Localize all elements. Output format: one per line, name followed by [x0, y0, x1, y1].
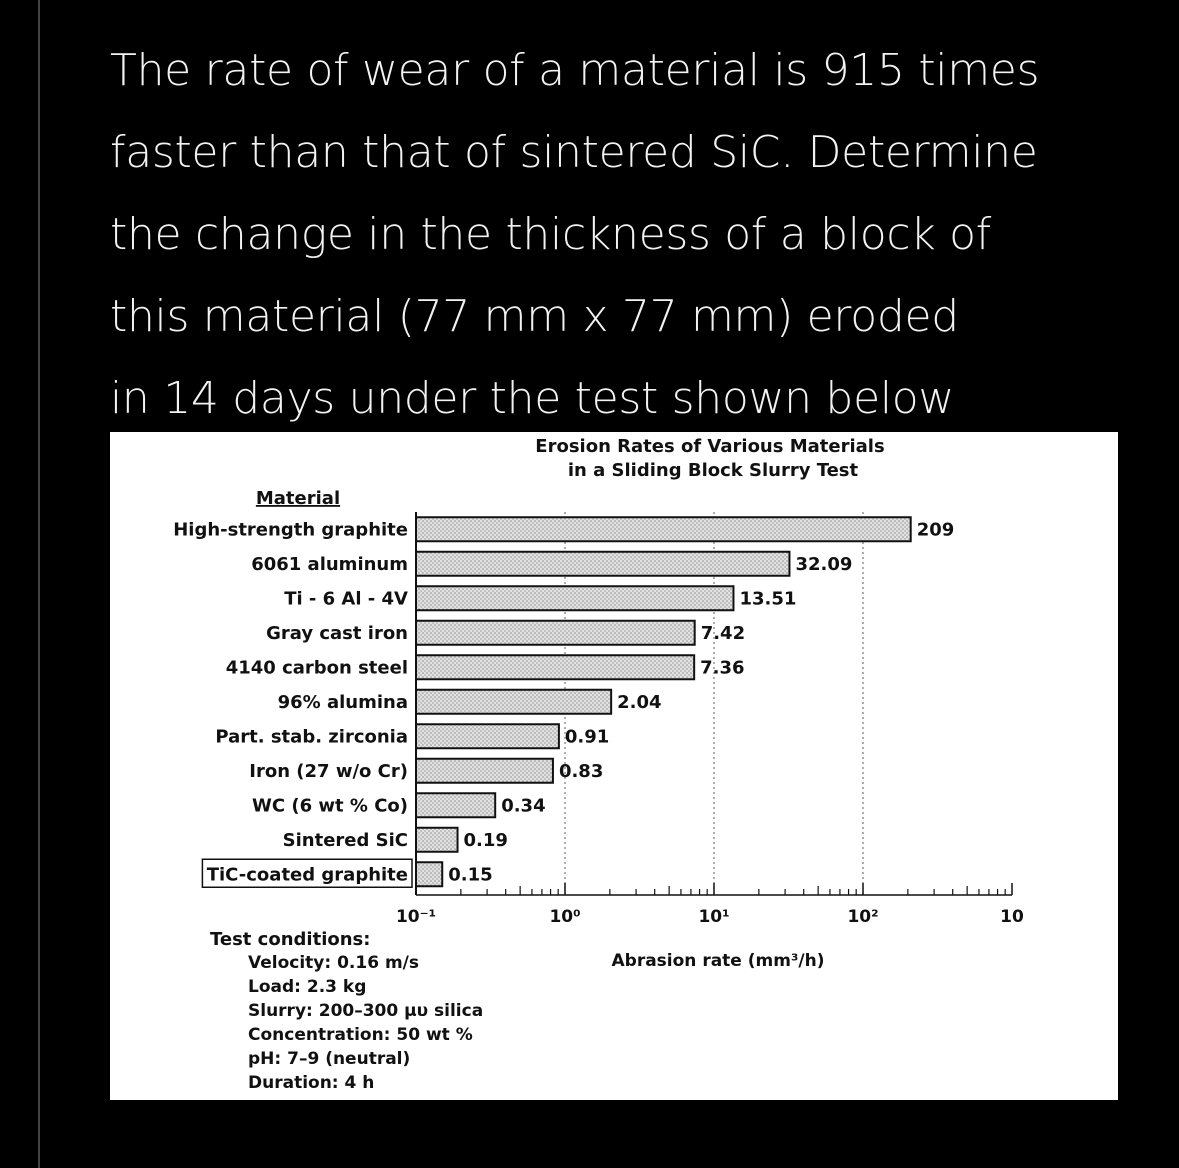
category-label-1: 6061 aluminum: [251, 553, 408, 575]
data-label-0: 209: [916, 519, 955, 541]
condition-duration: Duration: 4 h: [248, 1073, 375, 1093]
category-label-10: TiC-coated graphite: [206, 864, 408, 886]
question-line-1: The rate of wear of a material is 915 times: [110, 45, 1040, 96]
question-line-5: in 14 days under the test shown below: [110, 373, 955, 424]
x-tick-label-1: 10⁰: [549, 907, 581, 927]
bar-9: [416, 828, 458, 852]
chart-figure: [110, 432, 1118, 1100]
question-line-2: faster than that of sintered SiC. Determine: [110, 127, 1038, 178]
category-label-9: Sintered SiC: [282, 829, 408, 851]
category-label-7: Iron (27 w/o Cr): [249, 760, 408, 782]
x-axis-label: Abrasion rate (mm³/h): [611, 951, 825, 971]
x-tick-label-0: 10⁻¹: [395, 907, 437, 927]
chart-subtitle: in a Sliding Block Slurry Test: [567, 460, 859, 481]
data-label-10: 0.15: [448, 864, 493, 886]
data-label-1: 32.09: [795, 553, 853, 575]
data-label-7: 0.83: [558, 760, 604, 782]
data-label-5: 2.04: [617, 691, 662, 713]
bar-10: [416, 862, 442, 886]
category-label-5: 96% alumina: [277, 691, 408, 713]
bar-4: [416, 655, 694, 679]
bar-5: [416, 690, 611, 714]
test-conditions: [210, 928, 483, 1095]
question-line-4: this material (77 mm x 77 mm) eroded: [110, 291, 959, 342]
data-label-4: 7.36: [700, 657, 745, 679]
bar-3: [416, 621, 695, 645]
question-line-3: the change in the thickness of a block of: [110, 209, 991, 260]
bar-2: [416, 586, 733, 610]
bar-7: [416, 759, 553, 783]
condition-velocity: Velocity: 0.16 m/s: [248, 953, 419, 973]
category-label-6: Part. stab. zirconia: [215, 726, 408, 748]
condition-load: Load: 2.3 kg: [248, 977, 367, 997]
data-label-3: 7.42: [700, 622, 746, 644]
bar-1: [416, 552, 789, 576]
data-label-6: 0.91: [564, 726, 610, 748]
category-header: Material: [255, 488, 341, 509]
question-text: [110, 30, 1150, 440]
test-conditions-heading: Test conditions:: [210, 929, 371, 950]
category-label-3: Gray cast iron: [266, 622, 408, 644]
left-divider: [38, 0, 40, 1168]
chart-title: Erosion Rates of Various Materials: [535, 436, 885, 457]
category-label-0: High-strength graphite: [173, 519, 408, 541]
data-label-2: 13.51: [739, 588, 797, 610]
condition-slurry: Slurry: 200–300 μυ silica: [248, 1001, 484, 1021]
x-tick-label-3: 10²: [847, 907, 879, 927]
condition-concentration: Concentration: 50 wt %: [248, 1025, 473, 1045]
condition-ph: pH: 7–9 (neutral): [248, 1049, 411, 1069]
bar-6: [416, 724, 559, 748]
category-label-8: WC (6 wt % Co): [252, 795, 408, 817]
category-label-2: Ti - 6 Al - 4V: [284, 588, 408, 610]
x-tick-label-4: 10: [1000, 907, 1024, 927]
bar-8: [416, 793, 495, 817]
category-label-4: 4140 carbon steel: [225, 657, 408, 679]
x-tick-label-2: 10¹: [698, 907, 730, 927]
bar-0: [416, 517, 911, 541]
data-label-9: 0.19: [463, 829, 508, 851]
data-label-8: 0.34: [501, 795, 546, 817]
